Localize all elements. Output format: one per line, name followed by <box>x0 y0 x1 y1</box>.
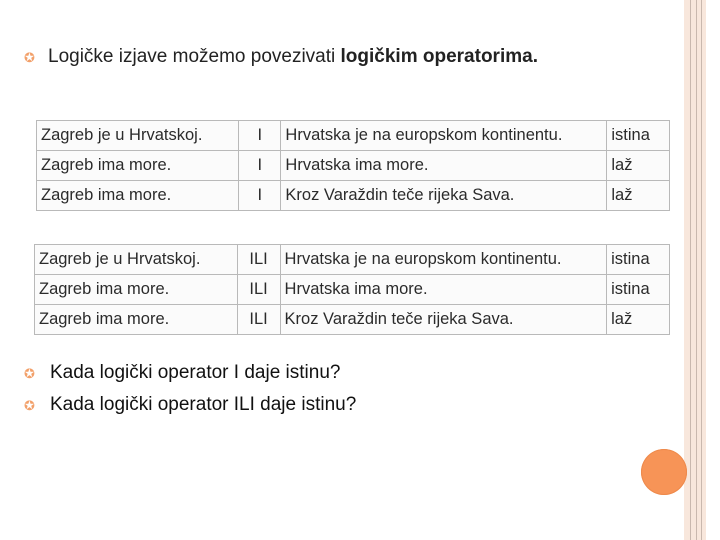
operator-cell: I <box>239 121 281 151</box>
table-row <box>35 275 670 305</box>
truth-table-and <box>36 120 670 211</box>
statement-b-cell: Hrvatska ima more. <box>281 151 607 181</box>
decorative-border-line <box>701 0 702 540</box>
operator-cell: ILI <box>237 245 280 275</box>
statement-a-cell: Zagreb ima more. <box>35 305 238 335</box>
statement-a-cell: Zagreb ima more. <box>37 181 239 211</box>
statement-b-cell: Kroz Varaždin teče rijeka Sava. <box>280 305 607 335</box>
intro-bold-text: logičkim operatorima. <box>340 46 538 67</box>
table-row <box>37 121 670 151</box>
result-cell: istina <box>607 121 670 151</box>
gear-bullet-icon: ✪ <box>24 398 35 413</box>
decorative-border-line <box>696 0 697 540</box>
operator-cell: ILI <box>237 275 280 305</box>
statement-a-cell: Zagreb ima more. <box>37 151 239 181</box>
gear-bullet-icon: ✪ <box>24 366 35 381</box>
operator-cell: ILI <box>237 305 280 335</box>
operator-cell: I <box>239 181 281 211</box>
question-or: Kada logički operator ILI daje istinu? <box>50 394 357 415</box>
statement-a-cell: Zagreb je u Hrvatskoj. <box>37 121 239 151</box>
result-cell: laž <box>607 151 670 181</box>
decorative-side-border <box>684 0 706 540</box>
statement-b-cell: Hrvatska ima more. <box>280 275 607 305</box>
statement-b-cell: Kroz Varaždin teče rijeka Sava. <box>281 181 607 211</box>
table-row <box>37 151 670 181</box>
question-and: Kada logički operator I daje istinu? <box>50 362 341 383</box>
intro-plain-text: Logičke izjave možemo povezivati <box>48 46 341 67</box>
statement-b-cell: Hrvatska je na europskom kontinentu. <box>281 121 607 151</box>
decorative-orange-circle <box>641 449 687 495</box>
intro-text <box>48 46 538 68</box>
statement-b-cell: Hrvatska je na europskom kontinentu. <box>280 245 607 275</box>
decorative-border-line <box>690 0 691 540</box>
table-row <box>35 245 670 275</box>
statement-a-cell: Zagreb je u Hrvatskoj. <box>35 245 238 275</box>
table-row <box>35 305 670 335</box>
result-cell: laž <box>607 181 670 211</box>
statement-a-cell: Zagreb ima more. <box>35 275 238 305</box>
operator-cell: I <box>239 151 281 181</box>
truth-table-or <box>34 244 670 335</box>
result-cell: laž <box>607 305 670 335</box>
gear-bullet-icon: ✪ <box>24 50 35 65</box>
table-row <box>37 181 670 211</box>
result-cell: istina <box>607 275 670 305</box>
result-cell: istina <box>607 245 670 275</box>
